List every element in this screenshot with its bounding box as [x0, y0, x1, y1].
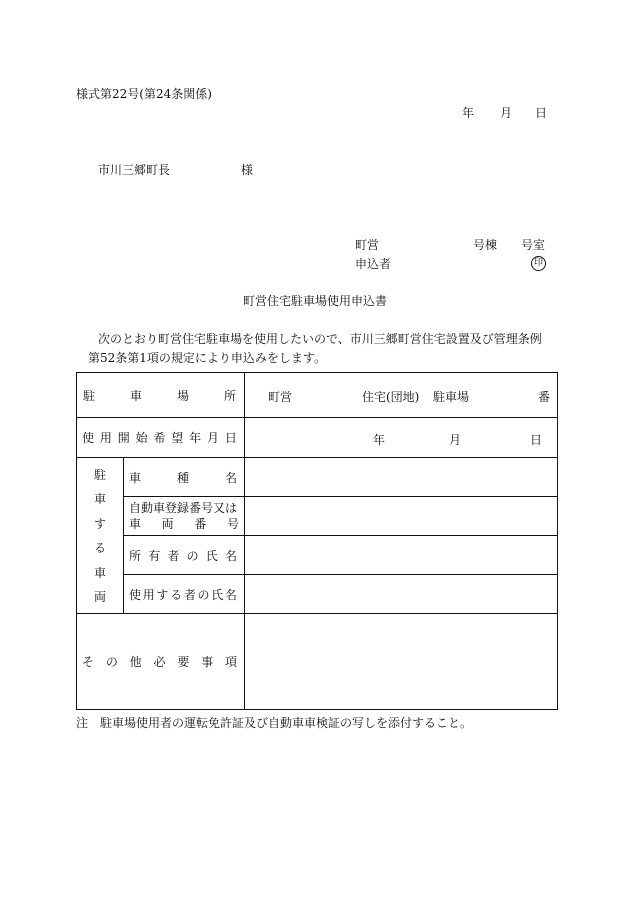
label-char: 他: [129, 655, 142, 669]
form-number: 様式第22号(第24条関係): [76, 87, 212, 101]
registration-number-label: [124, 497, 245, 536]
owner-name-field[interactable]: [245, 536, 558, 575]
label-char: 車: [129, 388, 142, 403]
label-char: 必: [153, 655, 166, 669]
recipient-name: 市川三郷町長: [98, 163, 171, 177]
label-char: 者: [183, 587, 196, 602]
parking-lot-label: 駐車場: [433, 390, 470, 404]
label-char: 月: [207, 431, 220, 445]
applicant-label: 申込者: [355, 257, 392, 271]
label-char: 希: [153, 431, 166, 445]
label-char: 両: [93, 590, 106, 605]
label-char: 駐: [93, 467, 106, 482]
label-char: 始: [135, 431, 148, 445]
label-char: 事: [201, 655, 214, 669]
label-char: る: [93, 541, 106, 556]
label-char: 車: [129, 470, 142, 485]
label-char: 車: [93, 492, 106, 507]
registration-label-line-1: 自動車登録番号又は: [129, 501, 238, 515]
label-char: 氏: [211, 587, 224, 602]
applicant-building-label: 号棟: [473, 238, 498, 252]
label-char: 要: [177, 655, 190, 669]
label-char: 場: [176, 388, 189, 403]
label-char: 車: [93, 565, 106, 580]
footnote: 注 駐車場使用者の運転免許証及び自動車車検証の写しを添付すること。: [76, 716, 473, 730]
label-char: の: [186, 548, 199, 563]
label-char: 両: [161, 517, 174, 531]
label-char: 有: [148, 548, 161, 563]
document-title: 町営住宅駐車場使用申込書: [243, 294, 388, 308]
label-char: 名: [224, 470, 237, 485]
label-char: す: [156, 587, 169, 602]
label-char: 名: [224, 587, 237, 602]
label-char: 所: [223, 388, 236, 403]
start-date-label: [77, 418, 245, 458]
label-char: 用: [142, 587, 155, 602]
applicant-town-label: 町営: [355, 238, 380, 252]
parking-number-label: 番: [538, 390, 551, 404]
label-char: 用: [99, 431, 112, 445]
label-char: 氏: [205, 548, 218, 563]
label-char: の: [105, 655, 118, 669]
registration-number-field[interactable]: [245, 497, 558, 536]
label-char: 所: [129, 548, 142, 563]
label-char: そ: [82, 655, 95, 669]
recipient-honorific: 様: [241, 163, 254, 177]
user-name-label: [124, 575, 245, 614]
row-owner-name: [77, 536, 558, 575]
label-char: 車: [129, 517, 142, 531]
parking-town-label: 町営: [268, 390, 293, 404]
vehicle-group-label: [77, 458, 124, 614]
label-char: 番: [194, 517, 207, 531]
row-other-items: [77, 614, 558, 710]
user-name-field[interactable]: [245, 575, 558, 614]
applicant-room-label: 号室: [521, 238, 546, 252]
owner-name-label: [124, 536, 245, 575]
date-year-label: 年: [462, 106, 475, 120]
label-char: 項: [224, 655, 237, 669]
vehicle-type-label: [124, 458, 245, 497]
label-char: 号: [226, 517, 239, 531]
label-char: 望: [171, 431, 184, 445]
label-char: 使: [82, 431, 95, 445]
intro-line-1: 次のとおり町営住宅駐車場を使用したいので、市川三郷町営住宅設置及び管理条例: [98, 332, 542, 346]
label-char: 種: [176, 470, 189, 485]
start-month-label: 月: [449, 433, 462, 447]
label-char: 名: [224, 548, 237, 563]
other-items-label: [77, 614, 245, 710]
intro-line-2: 第52条第1項の規定により申込みをします。: [88, 351, 326, 365]
parking-housing-label: 住宅(団地): [362, 390, 420, 404]
date-month-label: 月: [500, 106, 513, 120]
label-char: 駐: [83, 388, 96, 403]
parking-location-label: [77, 373, 245, 418]
seal-mark: 印: [531, 256, 546, 271]
label-char: 日: [224, 431, 237, 445]
label-char: の: [197, 587, 210, 602]
label-char: 年: [189, 431, 202, 445]
row-registration-number: [77, 497, 558, 536]
label-char: 開: [117, 431, 130, 445]
label-char: る: [170, 587, 183, 602]
row-user-name: [77, 575, 558, 614]
start-day-label: 日: [530, 433, 543, 447]
label-char: 使: [129, 587, 142, 602]
start-year-label: 年: [373, 433, 386, 447]
application-table: [76, 372, 558, 710]
start-date-field[interactable]: [245, 418, 558, 458]
vehicle-type-field[interactable]: [245, 458, 558, 497]
other-items-field[interactable]: [245, 614, 558, 710]
row-parking-location: [77, 373, 558, 418]
row-start-date: [77, 418, 558, 458]
label-char: 者: [167, 548, 180, 563]
parking-location-field[interactable]: [245, 373, 558, 418]
label-char: す: [93, 516, 106, 531]
date-day-label: 日: [535, 106, 548, 120]
row-vehicle-type: [77, 458, 558, 497]
